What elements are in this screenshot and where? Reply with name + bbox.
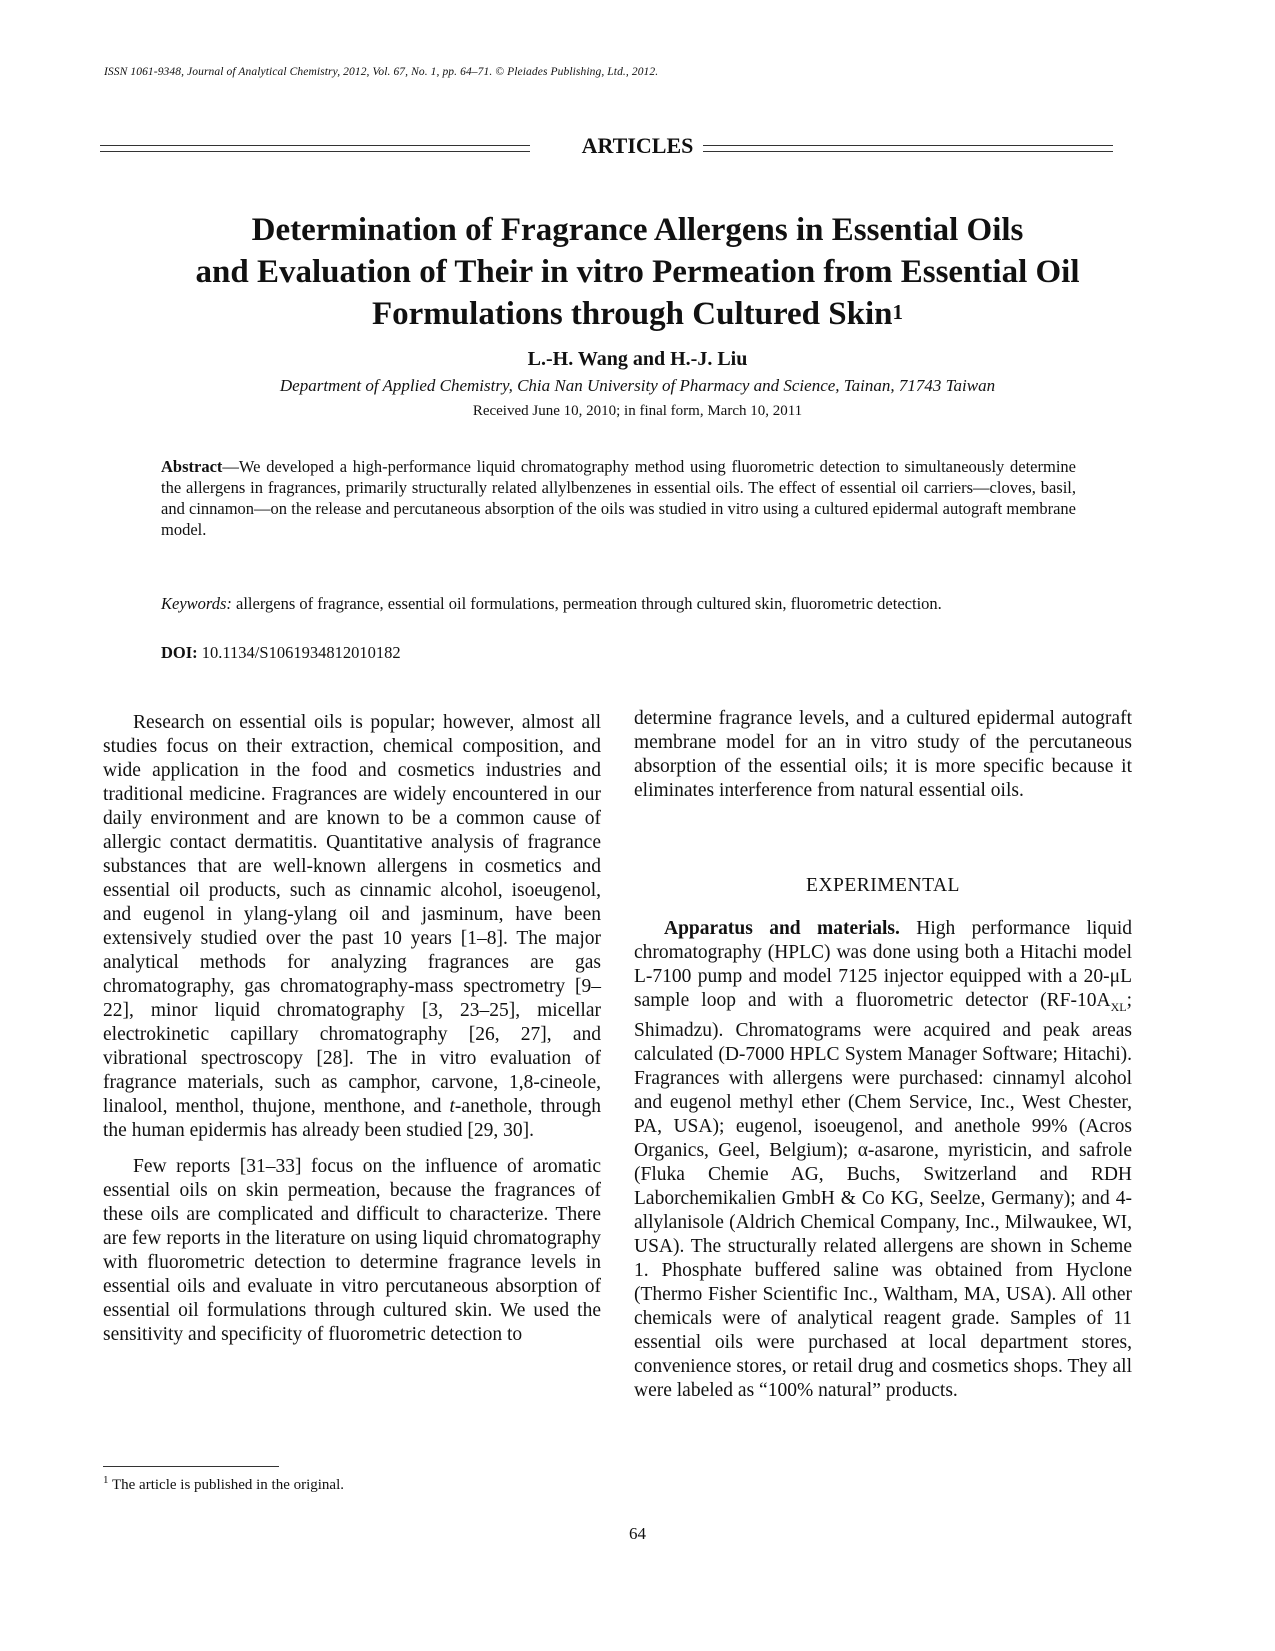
body-column-right-bottom <box>634 917 1132 1403</box>
article-title <box>120 209 1155 335</box>
paragraph: Research on essential oils is popular; however, almost all studies focus on their extraction, chemical composition, and wide application in the food and cosmetics industries and traditional medicine. Fragrances are widely encountered in our daily environment and are known to be a common cause of allergic contact dermatitis. Quantitative analysis of fragrance substances that are well-known allergens in cosmetics and essential oil products, such as cinnamic alcohol, isoeugenol, and eugenol in ylang-ylang oil and jasminum, have been extensively studied over the past 10 years [1–8]. The major analytical methods for analyzing fragrances are gas chromatography, gas chromatography-mass spectrometry [9–22], minor liquid chromatography [3, 23–25], micellar electrokinetic capillary chromatography [26, 27], and vibrational spectroscopy [28]. The in vitro evaluation of fragrance materials, such as camphor, carvone, 1,8-cineole, linalool, menthol, thujone, menthone, and t-anethole, through the human epidermis has already been studied [29, 30]. <box>103 712 601 1141</box>
doi-link[interactable]: 10.1134/S1061934812010182 <box>197 643 401 662</box>
keywords-label: Keywords: <box>161 594 232 613</box>
footnote-rule <box>103 1466 279 1467</box>
received-dates: Received June 10, 2010; in final form, March 10, 2011 <box>472 403 803 419</box>
doi-label: DOI: <box>161 643 198 662</box>
paragraph: determine fragrance levels, and a cultured epidermal autograft membrane model for an in vitro study of the percutaneous absorption of the essential oils; it is more specific because it eliminates interference from natural essential oils. <box>634 708 1132 801</box>
abstract-text: —We developed a high-performance liquid chromatography method using fluorometric detection to simultaneously determine the allergens in fragrances, primarily structurally related allylbenzenes in essential oils. The effect of essential oil carriers—cloves, basil, and cinnamon—on the release and percutaneous absorption of the oils was studied in vitro using a cultured epidermal autograft membrane model. <box>161 457 1076 539</box>
title-footnote-mark[interactable]: 1 <box>892 300 903 324</box>
title-line: Formulations through Cultured Skin$^1$ <box>372 296 903 332</box>
footnote: $^1$ The article is published in the original. <box>103 1474 345 1493</box>
title-line: Determination of Fragrance Allergens in Essential Oils <box>251 212 1024 248</box>
section-label: ARTICLES <box>0 133 1275 159</box>
abstract <box>161 456 1076 540</box>
journal-header: ISSN 1061-9348, Journal of Analytical Chemistry, 2012, Vol. 67, No. 1, pp. 64–71. © Pleiades Publishing, Ltd., 2012. <box>104 66 659 78</box>
keywords-text: allergens of fragrance, essential oil formulations, permeation through cultured skin, fluorometric detection. <box>231 594 942 613</box>
paragraph: Apparatus and materials. High performance liquid chromatography (HPLC) was done using both a Hitachi model L-7100 pump and model 7125 injector equipped with a 20-μL sample loop and with a fluorometric detector ($RF-10A_{XL}$; Shimadzu). Chromatograms were acquired and peak areas calculated (D-7000 HPLC System Manager Software; Hitachi). Fragrances with allergens were purchased: cinnamyl alcohol and eugenol methyl ether (Chem Service, Inc., West Chester, PA, USA); eugenol, isoeugenol, and anethole 99% (Acros Organics, Geel, Belgium); α-asarone, myristicin, and safrole (Fluka Chemie AG, Buchs, Switzerland and RDH Laborchemikalien GmbH & Co KG, Seelze, Germany); and 4-allylanisole (Aldrich Chemical Company, Inc., Milwaukee, WI, USA). The structurally related allergens are shown in Scheme 1. Phosphate buffered saline was obtained from Hyclone (Thermo Fisher Scientific Inc., Waltham, MA, USA). All other chemicals were of analytical reagent grade. Samples of 11 essential oils were purchased at local department stores, convenience stores, or retail drug and cosmetics shops. They all were labeled as “100% natural” products. <box>634 918 1132 1401</box>
section-heading-experimental: EXPERIMENTAL <box>806 875 960 896</box>
keywords <box>161 593 1076 614</box>
page-number: 64 <box>629 1524 646 1543</box>
paragraph: Few reports [31–33] focus on the influence of aromatic essential oils on skin permeation, because the fragrances of these oils are complicated and difficult to characterize. There are few reports in the literature on using liquid chromatography with fluorometric detection to determine fragrance levels in essential oils and evaluate in vitro percutaneous absorption of essential oil formulations through cultured skin. We used the sensitivity and specificity of fluorometric detection to <box>103 1156 601 1345</box>
body-column-right-top <box>634 707 1132 803</box>
doi <box>161 643 401 663</box>
abstract-label: Abstract <box>161 457 223 476</box>
affiliation: Department of Applied Chemistry, Chia Nan University of Pharmacy and Science, Tainan, 71743 Taiwan <box>279 376 996 395</box>
title-line: and Evaluation of Their in vitro Permeation from Essential Oil <box>195 254 1080 290</box>
body-column-left <box>103 711 601 1347</box>
authors: L.-H. Wang and H.-J. Liu <box>527 348 748 370</box>
